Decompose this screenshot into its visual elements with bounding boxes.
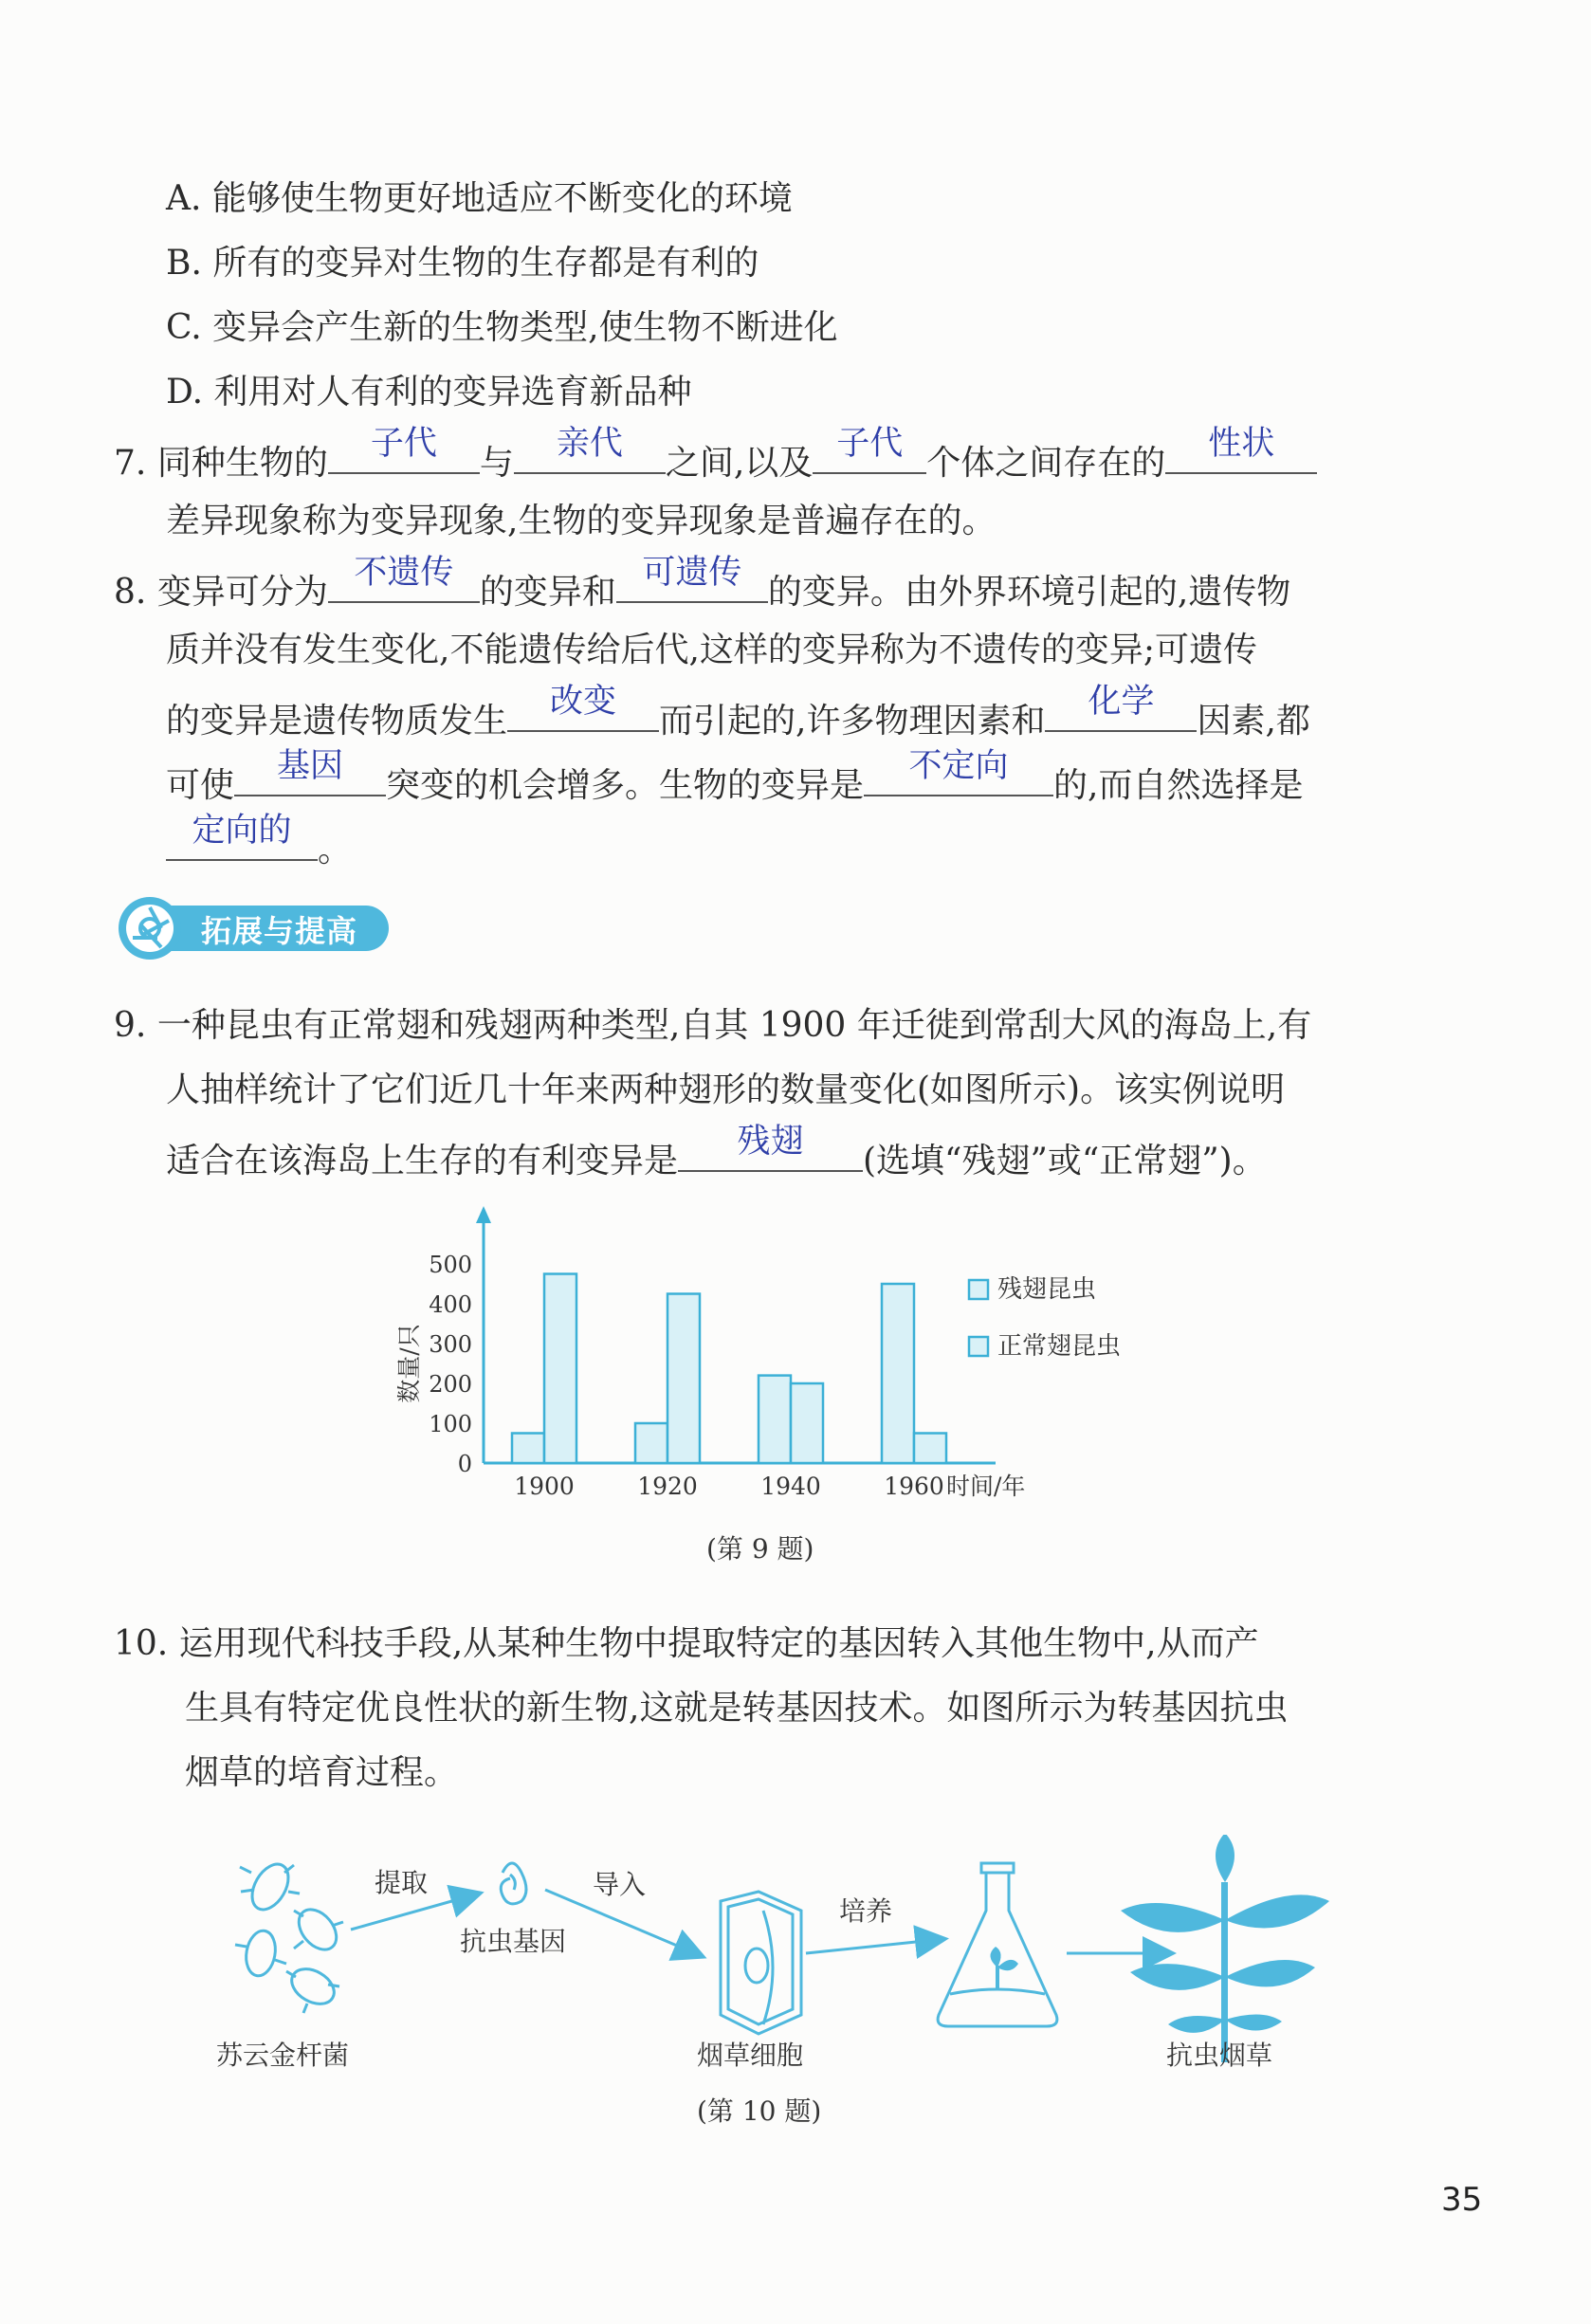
y-tick-label: 100 [429,1411,472,1437]
q8-blank-7[interactable] [166,812,318,861]
x-tick-label: 1940 [760,1473,821,1500]
y-tick-label: 0 [457,1451,472,1477]
transgenic-process-diagram [209,1835,1346,2081]
legend-swatch [969,1280,988,1299]
bar-残翅昆虫-1900 [512,1434,544,1464]
x-tick-label: 1920 [637,1473,698,1500]
q8-number: 8. [114,573,147,612]
q7-answer-1: 子代 [370,425,437,463]
q8-text: 因素,都 [1197,702,1310,741]
q8-text: 变异可分为 [156,573,328,612]
q6-option-a: A. 能够使生物更好地适应不断变化的环境 [166,179,793,218]
bar-残翅昆虫-1960 [882,1284,914,1463]
legend-label: 残翅昆虫 [997,1275,1097,1304]
q7-answer-4: 性状 [1208,425,1275,463]
q9-caption: (第 9 题) [706,1533,814,1565]
q8-answer-5: 基因 [277,747,344,785]
section-title: 拓展与提高 [201,913,358,949]
q10-caption: (第 10 题) [697,2095,822,2127]
extract-arrow [351,1894,479,1930]
plant-label: 抗虫烟草 [1166,2040,1273,2071]
x-axis-label: 时间/年 [946,1473,1026,1500]
q8-text: 。 [318,831,353,869]
chart-legend [969,1275,1121,1361]
bar-正常翅昆虫-1940 [791,1383,823,1463]
q7-number: 7. [114,444,147,483]
q8-answer-7: 定向的 [192,812,292,850]
arrow2-label: 导入 [593,1869,647,1900]
q6-option-b: B. 所有的变异对生物的生存都是有利的 [166,244,759,283]
legend-label: 正常翅昆虫 [997,1332,1122,1361]
x-tick-label: 1900 [514,1473,575,1500]
wing-type-bar-chart [379,1202,1157,1525]
q7-blank-1[interactable] [328,425,480,474]
q8-text: 的,而自然选择是 [1053,766,1304,805]
q10-line-1 [114,1621,1259,1667]
q7-blank-2[interactable] [514,425,666,474]
q6-option-c: C. 变异会产生新的生物类型,使生物不断进化 [166,308,838,347]
flask-icon [938,1863,1057,2026]
q9-line-2: 人抽样统计了它们近几十年来两种翅形的数量变化(如图所示)。该实例说明 [166,1071,1286,1109]
q8-line-4 [166,747,1304,809]
q7-blank-4[interactable] [1165,425,1317,474]
bar-残翅昆虫-1940 [759,1376,791,1463]
culture-arrow [806,1939,943,1953]
bacteria-icon [235,1857,344,2013]
q10-number: 10. [114,1624,169,1663]
bar-残翅昆虫-1920 [635,1423,667,1463]
q9-text: 一种昆虫有正常翅和残翅两种类型,自其 1900 年迁徙到常刮大风的海岛上,有 [156,1006,1312,1045]
page-number: 35 [1441,2181,1483,2219]
cell-icon [721,1892,801,2034]
q7-text: 与 [479,444,514,483]
q9-number: 9. [114,1006,147,1045]
q8-answer-2: 可遗传 [642,554,742,592]
q9-blank[interactable] [678,1123,863,1172]
q8-line-5 [166,812,353,873]
cell-label: 烟草细胞 [697,2040,804,2071]
q8-blank-1[interactable] [328,554,480,603]
q7-blank-3[interactable] [813,425,926,474]
q8-blank-3[interactable] [507,683,659,732]
q8-blank-2[interactable] [616,554,768,603]
q8-line-1 [114,554,1291,615]
x-tick-label: 1960 [884,1473,944,1500]
seedling-icon [990,1947,1018,1990]
y-tick-label: 300 [429,1331,472,1358]
q8-text: 而引起的,许多物理因素和 [659,702,1046,741]
q8-text: 的变异。由外界环境引起的,遗传物 [767,573,1291,612]
tobacco-plant-icon [1121,1835,1329,2062]
q8-line-2: 质并没有发生变化,不能遗传给后代,这样的变异称为不遗传的变异;可遗传 [166,631,1258,669]
q7-answer-3: 子代 [836,425,904,463]
chart-bars [512,1274,946,1464]
q8-blank-4[interactable] [1045,683,1197,732]
q7-line-1 [114,425,1317,486]
y-tick-label: 200 [429,1371,472,1398]
q8-blank-6[interactable] [864,747,1053,796]
q9-line-1 [114,1003,1311,1049]
q10-text: 运用现代科技手段,从某种生物中提取特定的基因转入其他生物中,从而产 [178,1624,1259,1663]
q9-text: 适合在该海岛上生存的有利变异是 [166,1142,679,1180]
legend-swatch [969,1337,988,1356]
arrow3-label: 培养 [839,1895,893,1927]
y-axis-arrow [476,1206,491,1223]
gene-label: 抗虫基因 [460,1926,567,1957]
q8-text: 的变异和 [479,573,616,612]
arrow1-label: 提取 [375,1867,429,1898]
q8-text: 突变的机会增多。生物的变异是 [386,766,865,805]
q10-line-2: 生具有特定优良性状的新生物,这就是转基因技术。如图所示为转基因抗虫 [185,1689,1289,1728]
y-tick-label: 400 [429,1291,472,1318]
bar-正常翅昆虫-1960 [914,1434,946,1464]
q9-line-3 [166,1123,1267,1184]
bacteria-label: 苏云金杆菌 [216,2040,350,2071]
q8-answer-6: 不定向 [908,747,1009,785]
q8-answer-4: 化学 [1088,683,1155,721]
q7-text: 同种生物的 [156,444,328,483]
q7-text: 个体之间存在的 [926,444,1166,483]
q9-answer: 残翅 [737,1123,804,1161]
y-axis-label: 数量/只 [395,1324,423,1403]
q8-line-3 [166,683,1310,744]
q7-text: 之间,以及 [665,444,814,483]
bar-正常翅昆虫-1920 [667,1294,700,1464]
q8-text: 的变异是遗传物质发生 [166,702,508,741]
q8-answer-1: 不遗传 [354,554,454,592]
section-banner [116,896,393,961]
q10-line-3: 烟草的培育过程。 [185,1753,459,1792]
y-tick-label: 500 [429,1252,472,1278]
q6-option-d: D. 利用对人有利的变异选育新品种 [166,373,692,412]
q7-line-2: 差异现象称为变异现象,生物的变异现象是普遍存在的。 [166,502,997,540]
q9-text: (选填“残翅”或“正常翅”)。 [863,1142,1267,1180]
gene-icon [501,1863,526,1904]
q8-answer-3: 改变 [550,683,617,721]
q8-blank-5[interactable] [234,747,386,796]
q7-answer-2: 亲代 [556,425,623,463]
bar-正常翅昆虫-1900 [544,1274,576,1464]
q8-text: 可使 [166,766,235,805]
